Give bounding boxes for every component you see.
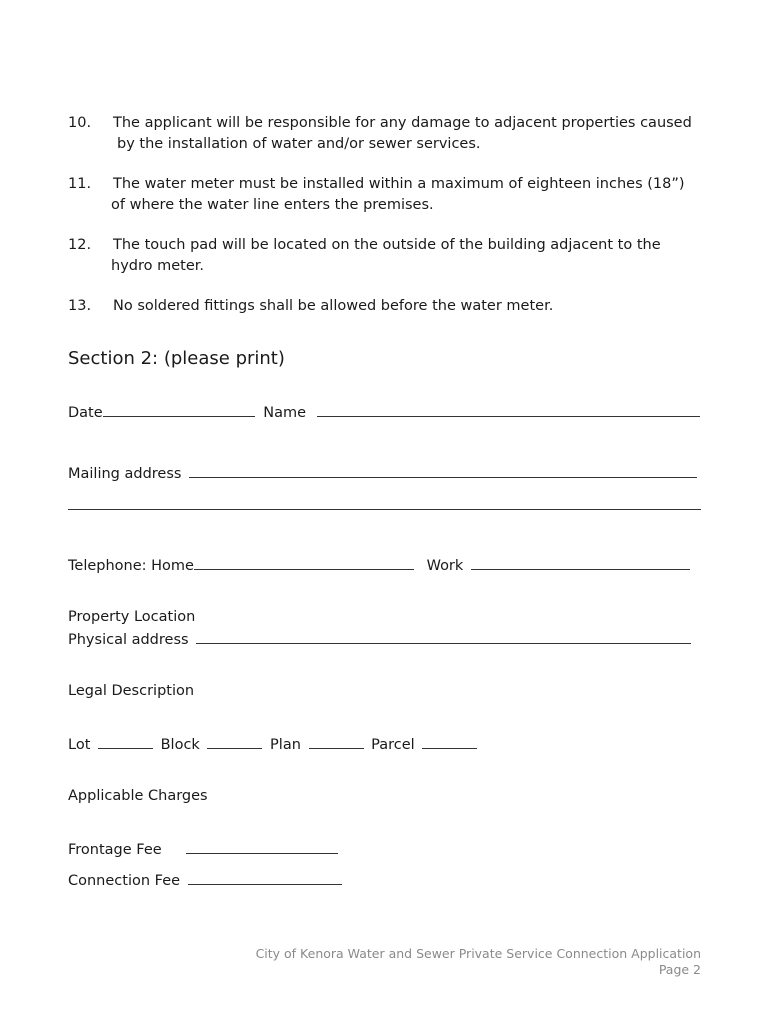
footer-page-number: Page 2 <box>658 962 701 977</box>
page-footer <box>256 946 701 978</box>
telephone-work-field[interactable] <box>471 556 690 570</box>
mailing-address-field[interactable] <box>189 464 697 478</box>
item-text-line1: No soldered fittings shall be allowed before the water meter. <box>113 298 554 314</box>
lot-label: Lot <box>68 737 91 753</box>
date-name-row <box>68 403 700 421</box>
item-text-line1: The water meter must be installed within a maximum of eighteen inches (18”) <box>113 176 685 192</box>
list-item-11 <box>0 174 770 216</box>
item-text-line1: The touch pad will be located on the outside of the building adjacent to the <box>113 237 661 253</box>
footer-title: City of Kenora Water and Sewer Private Service Connection Application <box>255 946 701 961</box>
lot-field[interactable] <box>98 735 153 749</box>
item-number: 11. <box>68 176 92 192</box>
mailing-address-line2-field[interactable] <box>68 496 701 510</box>
connection-fee-field[interactable] <box>188 871 342 885</box>
physical-address-field[interactable] <box>196 630 691 644</box>
date-label: Date <box>68 405 103 421</box>
item-text-line2: hydro meter. <box>111 258 204 274</box>
section-title: Section 2: (please print) <box>68 348 285 369</box>
lot-block-plan-parcel-row <box>68 735 477 753</box>
mailing-address-line2-row <box>68 496 701 514</box>
telephone-home-field[interactable] <box>194 556 414 570</box>
work-label: Work <box>426 558 464 574</box>
item-number: 10. <box>68 115 92 131</box>
item-text-line1: The applicant will be responsible for any damage to adjacent properties caused <box>113 115 692 131</box>
item-number: 12. <box>68 237 92 253</box>
block-field[interactable] <box>207 735 262 749</box>
telephone-row <box>68 556 690 574</box>
connection-fee-label: Connection Fee <box>68 873 181 889</box>
applicable-charges-label: Applicable Charges <box>68 788 208 804</box>
name-label: Name <box>263 405 307 421</box>
list-item-13 <box>0 296 770 317</box>
name-field[interactable] <box>317 403 700 417</box>
date-field[interactable] <box>103 403 255 417</box>
connection-fee-row <box>68 871 342 889</box>
mailing-address-label: Mailing address <box>68 466 182 482</box>
list-item-12 <box>0 235 770 277</box>
parcel-field[interactable] <box>422 735 477 749</box>
block-label: Block <box>160 737 200 753</box>
frontage-fee-field[interactable] <box>186 840 338 854</box>
item-number: 13. <box>68 298 92 314</box>
physical-address-label: Physical address <box>68 632 189 648</box>
item-text-line2: of where the water line enters the premises. <box>111 197 434 213</box>
parcel-label: Parcel <box>371 737 415 753</box>
plan-label: Plan <box>270 737 301 753</box>
telephone-home-label: Telephone: Home <box>68 558 194 574</box>
list-item-10 <box>0 113 770 155</box>
frontage-fee-label: Frontage Fee <box>68 842 162 858</box>
frontage-fee-row <box>68 840 338 858</box>
legal-description-label: Legal Description <box>68 683 195 699</box>
item-text-line2: by the installation of water and/or sewer services. <box>117 136 481 152</box>
mailing-address-row <box>68 464 697 482</box>
plan-field[interactable] <box>309 735 364 749</box>
physical-address-row <box>68 630 691 648</box>
property-location-label: Property Location <box>68 609 196 625</box>
